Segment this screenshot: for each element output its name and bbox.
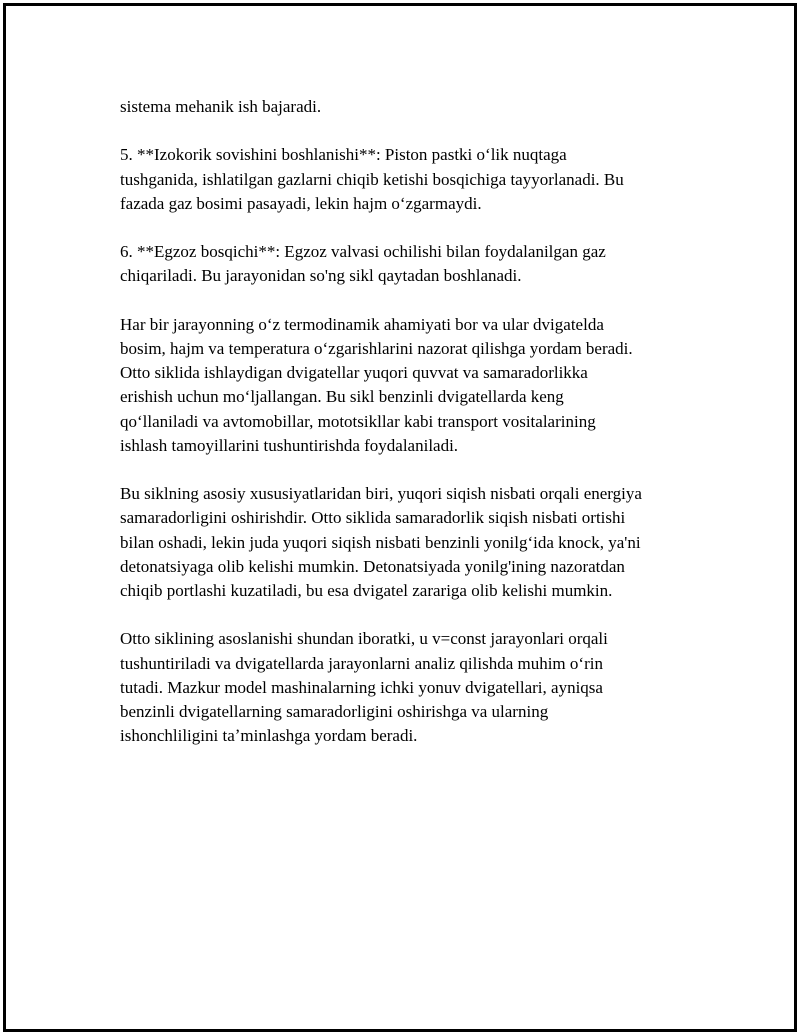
document-page: [3, 3, 797, 1032]
paragraph-step-5: 5. **Izokorik sovishini boshlanishi**: Piston pastki o‘lik nuqtaga tushganida, ishlatilgan gazlarni chiqib ketishi bosqichiga tayyorlanadi. Bu fazada gaz bosimi pasayadi, lekin hajm o‘zgarmaydi.: [120, 145, 624, 213]
paragraph-process-significance: Har bir jarayonning o‘z termodinamik ahamiyati bor va ular dvigatelda bosim, hajm va temperatura o‘zgarishlarini nazorat qilishga yordam beradi. Otto siklida ishlaydigan dvigatellar yuqori quvvat va samaradorlikka erishish uchun mo‘ljallangan. Bu sikl benzinli dvigatellarda keng qo‘llaniladi va avtomobillar, mototsikllar kabi transport vositalarining ishlash tamoyillarini tushuntirishda foydalaniladi.: [120, 314, 633, 455]
paragraph-compression-ratio: Bu siklning asosiy xususiyatlaridan biri, yuqori siqish nisbati orqali energiya samaradorligini oshirishdir. Otto siklida samaradorlik siqish nisbati ortishi bilan oshadi, lekin juda yuqori siqish nisbati benzinli yonilg‘ida knock, ya'ni detonatsiyaga olib kelishi mumkin. Detonatsiyada yonilg'ining nazoratdan chiqib portlashi kuzatiladi, bu esa dvigatel zarariga olib kelishi mumkin.: [120, 484, 642, 600]
paragraph-continuation: sistema mehanik ish bajaradi.: [120, 97, 322, 116]
paragraph-step-6: 6. **Egzoz bosqichi**: Egzoz valvasi ochilishi bilan foydalanilgan gaz chiqariladi. Bu jarayonidan so'ng sikl qaytadan boshlanadi.: [120, 242, 606, 286]
document-body: [120, 95, 720, 773]
paragraph-otto-cycle-basis: Otto siklining asoslanishi shundan iboratki, u v=const jarayonlari orqali tushuntiriladi va dvigatellarda jarayonlarni analiz qilishda muhim o‘rin tutadi. Mazkur model mashinalarning ichki yonuv dvigatellari, ayniqsa benzinli dvigatellarning samaradorligini oshirishga va ularning ishonchliligini taʼminlashga yordam beradi.: [120, 629, 608, 746]
